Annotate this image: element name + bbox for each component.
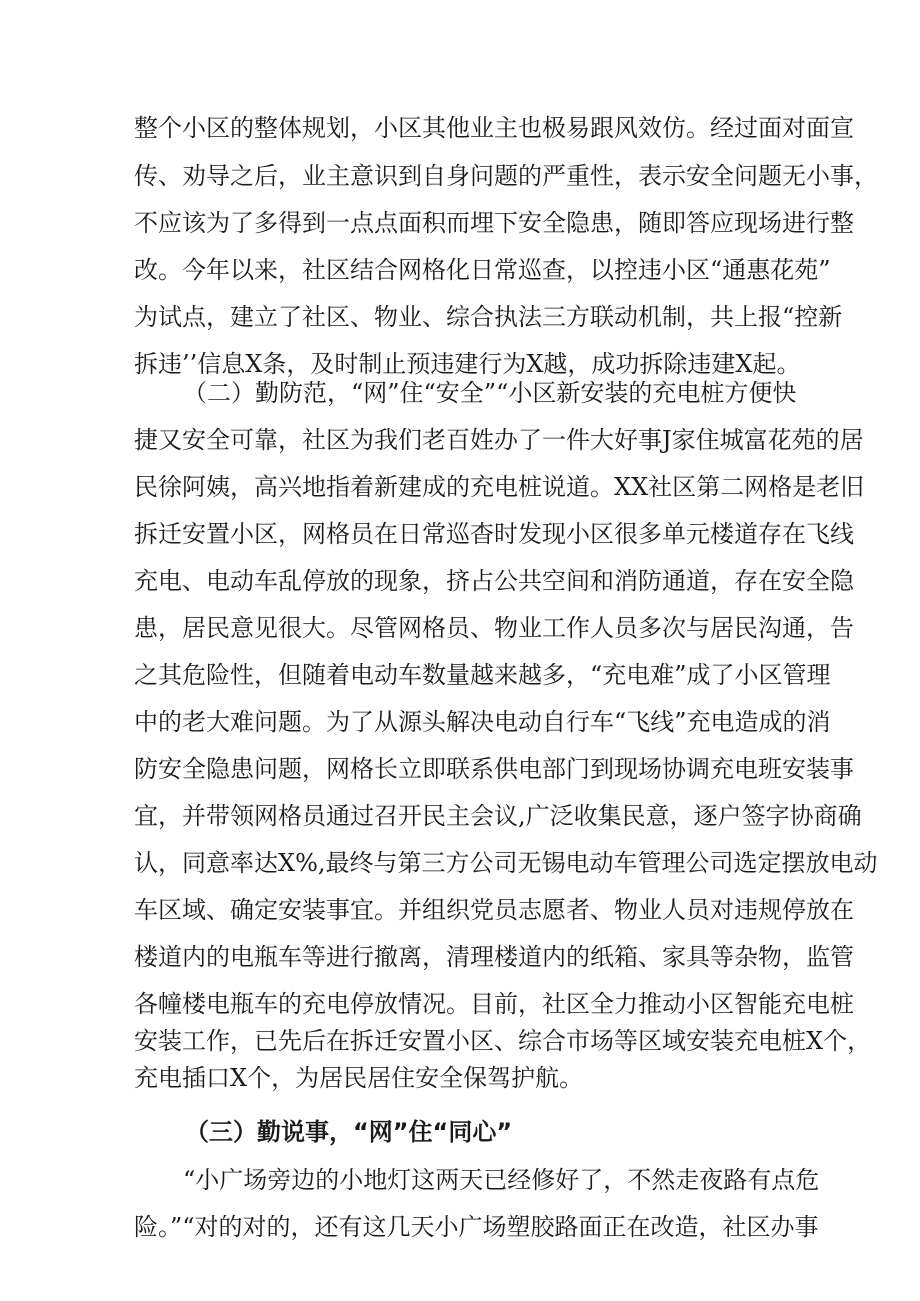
text-line: 患，居民意见很大。尽管网格员、物业工作人员多次与居民沟通，告 xyxy=(134,614,854,642)
text-line: 充电插口X个，为居民居住安全保驾护航。 xyxy=(134,1064,584,1092)
text-line: 改。今年以来，社区结合网格化日常巡查，以控违小区“通惠花苑” xyxy=(134,256,831,284)
text-line: 各幢楼电瓶车的充电停放情况。目前，社区全力推动小区智能充电桩 xyxy=(134,990,854,1018)
text-line: 充电、电动车乱停放的现象，挤占公共空间和消防通道，存在安全隐 xyxy=(134,567,854,595)
text-line: 不应该为了多得到一点点面积而埋下安全隐患，随即答应现场进行整 xyxy=(134,209,854,237)
text-line: 中的老大难问题。为了从源头解决电动自行车“飞线”充电造成的消 xyxy=(134,708,831,736)
text-line: 之其危险性，但随着电动车数量越来越多，“充电难”成了小区管理 xyxy=(134,661,831,689)
section-heading-3: （三）勤说事，“网”住“同心” xyxy=(185,1118,513,1146)
text-line: 宜，并带领网格员通过召开民主会议,广泛收集民意，逐户签字协商确 xyxy=(134,802,862,830)
text-line: 捷又安全可靠，社区为我们老百姓办了一件大好事J家住城富花苑的居 xyxy=(134,426,864,454)
text-line: 楼道内的电瓶车等进行撤离，清理楼道内的纸箱、家具等杂物，监管 xyxy=(134,943,854,971)
text-line: 拆违’’信息X条，及时制止预违建行为X越，成功拆除违建X起。 xyxy=(134,350,801,378)
text-line: 传、劝导之后，业主意识到自身问题的严重性，表示安全问题无小事， xyxy=(134,162,878,190)
section-heading-2: （二）勤防范，“网”住“安全”“小区新安装的充电桩方便快 xyxy=(183,379,797,407)
text-line: “小广场旁边的小地灯这两天已经修好了，不然走夜路有点危 xyxy=(183,1166,820,1194)
text-line: 认，同意率达X%,最终与第三方公司无锡电动车管理公司选定摆放电动 xyxy=(134,849,878,877)
text-line: 为试点，建立了社区、物业、综合执法三方联动机制，共上报“控新 xyxy=(134,303,843,331)
text-line: 民徐阿姨，高兴地指着新建成的充电桩说道。XX社区第二网格是老旧 xyxy=(134,473,865,501)
text-line: 车区域、确定安装事宜。并组织党员志愿者、物业人员对违规停放在 xyxy=(134,896,854,924)
text-line: 整个小区的整体规划，小区其他业主也极易跟风效仿。经过面对面宣 xyxy=(134,114,854,142)
text-line: 防安全隐患问题，网格长立即联系供电部门到现场协调充电班安装事 xyxy=(134,755,854,783)
text-line: 险。”“对的对的，还有这几天小广场塑胶路面正在改造，社区办事 xyxy=(134,1213,819,1241)
text-line: 安装工作，已先后在拆迁安置小区、综合市场等区域安装充电桩X个， xyxy=(134,1027,872,1055)
text-line: 拆迁安置小区，网格员在日常巡杳时发现小区很多单元楼道存在飞线 xyxy=(134,520,854,548)
